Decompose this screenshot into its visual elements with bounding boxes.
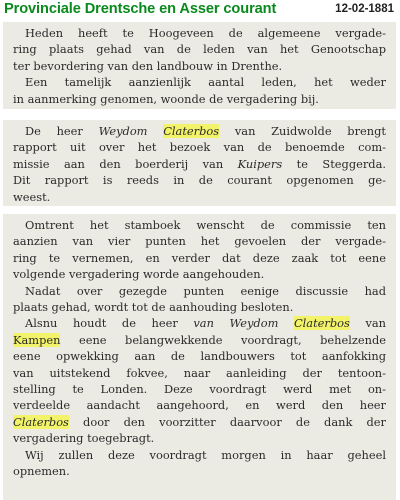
text-fragment: eene belangwekkende voordragt, behelzende — [60, 332, 386, 347]
text-line: plaats gehad, wordt tot de aanhouding besloten. — [13, 300, 294, 315]
text-line: verdeelde aandacht aangehoord, en werd den heer — [13, 398, 386, 413]
text-fragment: te Steggerda. — [282, 156, 386, 171]
text-line: volgende vergadering worde aangehouden. — [13, 267, 265, 282]
text-line — [13, 123, 386, 139]
article-clipping-3 — [3, 214, 396, 500]
person-name: Weydom — [98, 124, 148, 138]
text-line: ring te vernemen, en verder dat deze zaak tot eene — [13, 250, 386, 265]
highlighted-name: Claterbos — [163, 124, 220, 138]
person-name: van Weydom — [193, 316, 279, 331]
text-line: ring plaats gehad van de leden van het Genootschap — [13, 42, 386, 57]
text-line — [13, 332, 386, 348]
text-line: opnemen. — [13, 464, 70, 479]
text-line: Omtrent het stamboek wenscht de commissie ten — [25, 218, 386, 232]
text-line: rapport uit over het bezoek van de benoemde com- — [13, 140, 386, 155]
text-fragment: Alsnu houdt de heer — [25, 316, 194, 331]
text-line — [13, 156, 386, 172]
text-line: weest. — [13, 189, 51, 204]
text-fragment: door den voorzitter daarvoor de dank der — [68, 414, 386, 429]
text-line: van uitstekend fokvee, naar aanleiding der tentoon- — [13, 365, 386, 380]
text-line: Nadat over gezegde punten eenige discussie had — [25, 283, 386, 298]
page-header — [0, 0, 400, 20]
text-fragment: van — [349, 316, 386, 331]
text-line: eene opwekking aan de landbouwers tot aanfokking — [13, 349, 386, 364]
text-line: in aanmerking genomen, woonde de vergadering bij. — [13, 91, 319, 106]
text-line: ter bevordering van den landbouw in Drenthe. — [13, 58, 283, 73]
text-line: Heden heeft te Hoogeveen de algemeene vergade- — [25, 26, 386, 40]
text-fragment: missie aan den boerderij van — [13, 156, 238, 171]
text-fragment: De heer — [25, 124, 99, 138]
person-name: Kuipers — [237, 156, 283, 171]
text-line: Een tamelijk aanzienlijk aantal leden, het weder — [25, 75, 386, 90]
text-line: vergadering toegebragt. — [13, 431, 155, 446]
article-clipping-2 — [3, 120, 396, 206]
text-line: Wij zullen deze voordragt morgen in haar geheel — [25, 447, 386, 462]
newspaper-title: Provinciale Drentsche en Asser courant — [4, 1, 277, 17]
publication-date: 12-02-1881 — [335, 3, 394, 15]
text-line — [13, 315, 386, 331]
text-line — [13, 414, 386, 430]
text-line: stelling te Londen. Deze voordragt werd met on- — [13, 382, 386, 397]
text-fragment: van Zuidwolde brengt — [219, 124, 386, 138]
article-clipping-1 — [3, 22, 396, 109]
highlighted-name: Claterbos — [293, 316, 350, 331]
text-line: aanzien van vier punten het gevoelen der vergade- — [13, 234, 386, 249]
highlighted-name: Claterbos — [13, 414, 69, 429]
text-line: Dit rapport is reeds in de courant opgenomen ge- — [13, 173, 386, 188]
highlighted-place: Kampen — [13, 332, 61, 347]
